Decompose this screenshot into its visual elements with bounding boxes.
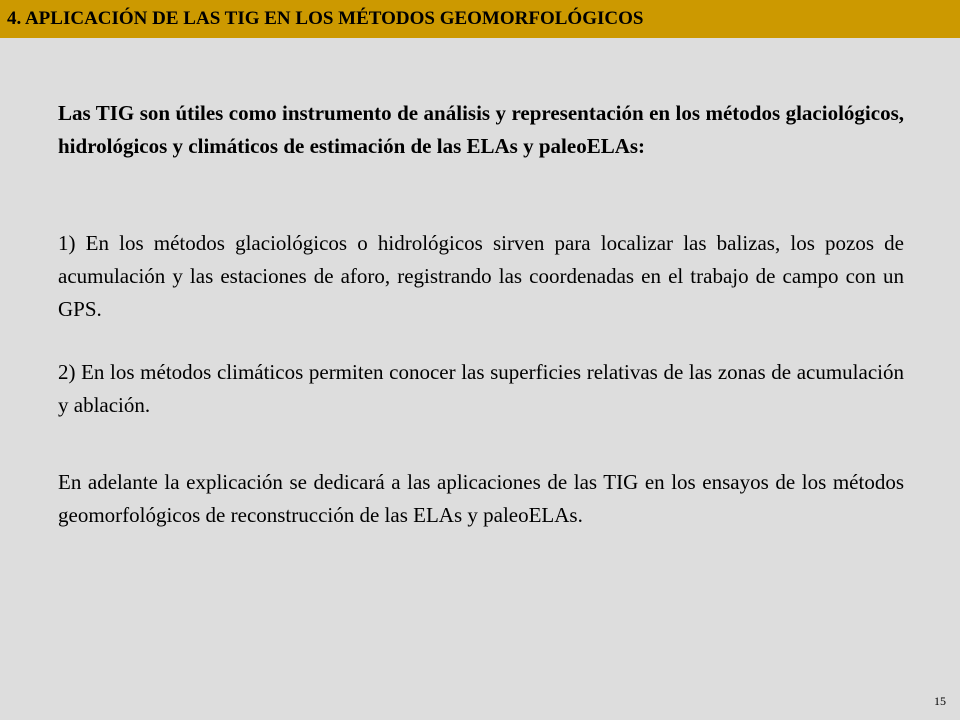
header-bar <box>0 0 960 38</box>
intro-paragraph: Las TIG son útiles como instrumento de análisis y representación en los métodos glaciológicos, hidrológicos y climáticos de estimación de las ELAs y paleoELAs: <box>58 101 904 158</box>
slide-title: 4. APLICACIÓN DE LAS TIG EN LOS MÉTODOS GEOMORFOLÓGICOS <box>7 8 644 29</box>
page-number: 15 <box>934 694 946 708</box>
item-1-paragraph: 1) En los métodos glaciológicos o hidrológicos sirven para localizar las balizas, los pozos de acumulación y las estaciones de aforo, registrando las coordenadas en el trabajo de campo con un GPS. <box>58 231 904 321</box>
item-2-paragraph: 2) En los métodos climáticos permiten conocer las superficies relativas de las zonas de acumulación y ablación. <box>58 360 904 417</box>
outro-paragraph: En adelante la explicación se dedicará a las aplicaciones de las TIG en los ensayos de los métodos geomorfológicos de reconstrucción de las ELAs y paleoELAs. <box>58 470 904 527</box>
